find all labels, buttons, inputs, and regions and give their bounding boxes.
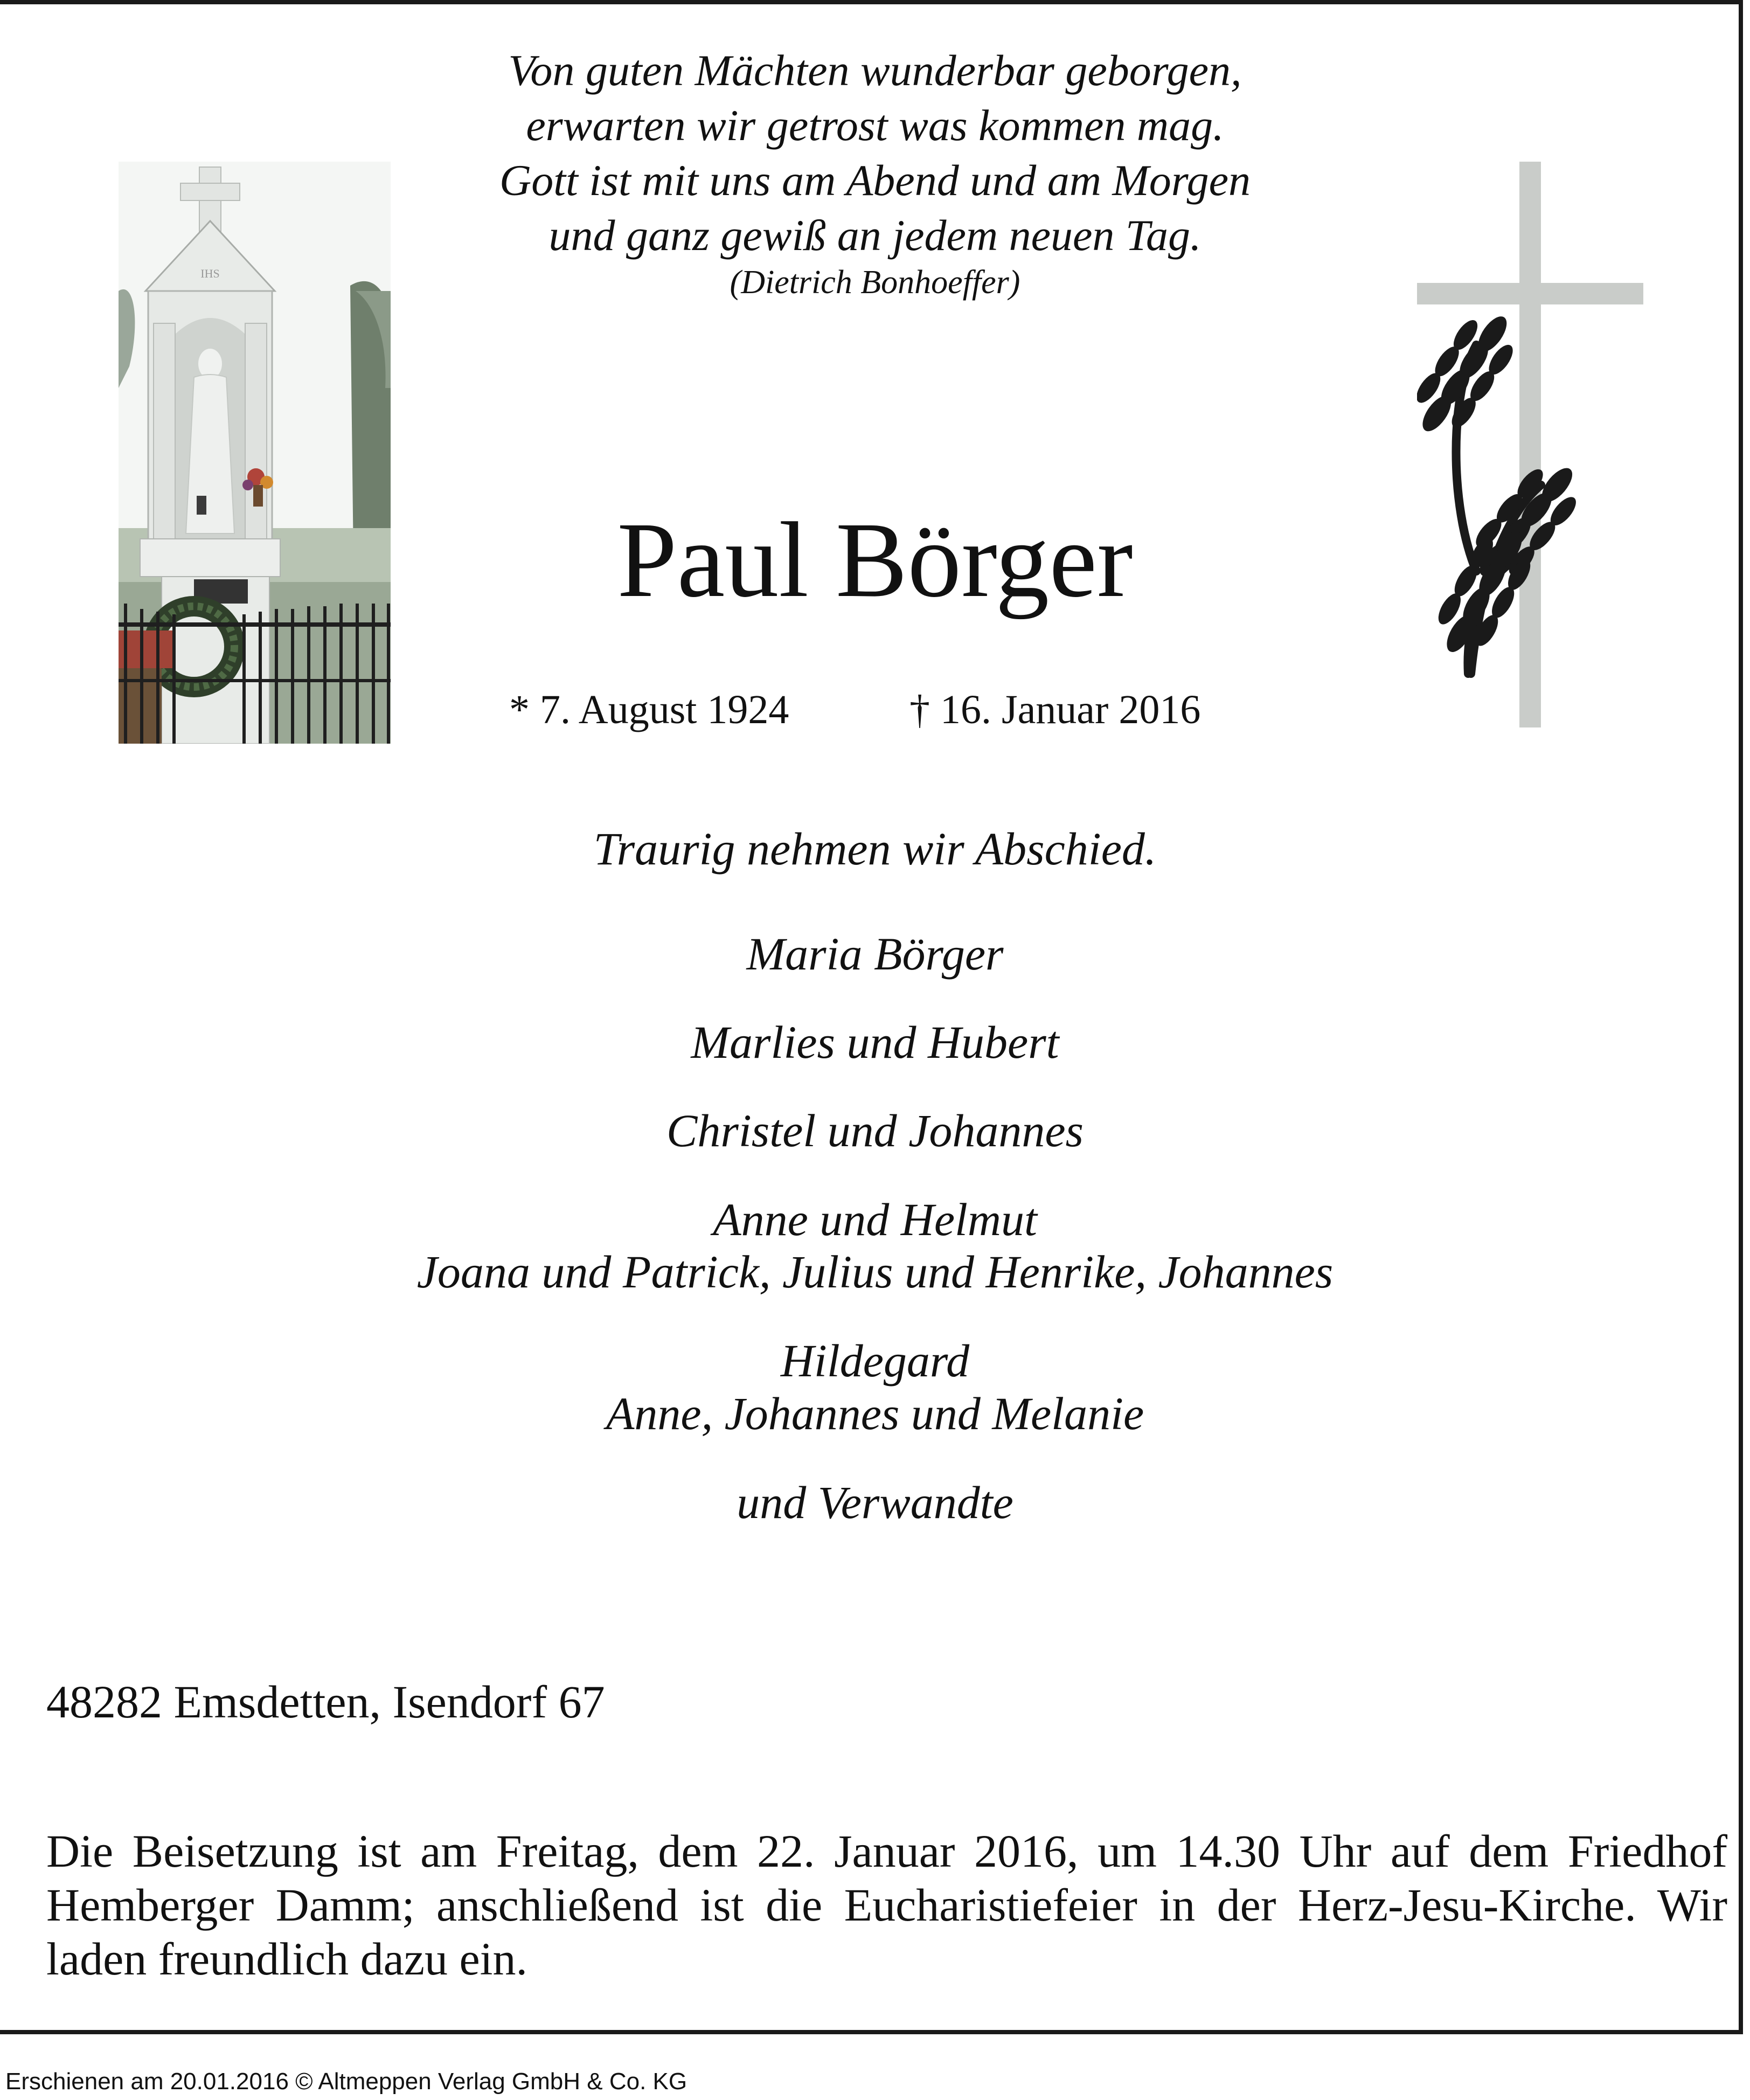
mourner-line: Anne, Johannes und Melanie xyxy=(606,1388,1144,1439)
poem-line-4: und ganz gewiß an jedem neuen Tag. xyxy=(548,211,1202,260)
poem-author: (Dietrich Bonhoeffer) xyxy=(730,264,1020,301)
farewell-text: Traurig nehmen wir Abschied. xyxy=(593,823,1157,875)
publication-footer: Erschienen am 20.01.2016 © Altmeppen Verlag GmbH & Co. KG xyxy=(5,2068,688,2095)
mourner-line: Joana und Patrick, Julius und Henrike, Johannes xyxy=(416,1246,1334,1298)
shrine-photo xyxy=(119,162,391,744)
birth-date: * 7. August 1924 xyxy=(509,687,789,732)
mourner-line: Hildegard xyxy=(780,1335,970,1387)
funeral-notice-line: Hemberger Damm; anschließend ist die Eucharistiefeier in der Herz-Jesu-Kirche. Wir xyxy=(46,1879,1727,1931)
address: 48282 Emsdetten, Isendorf 67 xyxy=(46,1676,605,1728)
death-date: † 16. Januar 2016 xyxy=(909,687,1201,732)
poem-line-3: Gott ist mit uns am Abend und am Morgen xyxy=(499,156,1251,205)
deceased-name: Paul Börger xyxy=(617,501,1133,620)
mourner-line: Maria Börger xyxy=(746,928,1004,980)
shrine-plaque-text: IHS xyxy=(200,267,220,280)
mourner-line: und Verwandte xyxy=(737,1477,1013,1528)
poem-line-2: erwarten wir getrost was kommen mag. xyxy=(526,101,1224,150)
funeral-notice xyxy=(46,1824,1727,1986)
mourner-line: Christel und Johannes xyxy=(666,1105,1084,1156)
mourner-line: Marlies und Hubert xyxy=(691,1016,1059,1068)
funeral-notice-line: laden freundlich dazu ein. xyxy=(46,1933,528,1985)
mourner-line: Anne und Helmut xyxy=(713,1194,1037,1245)
cross-with-wheat-icon xyxy=(1417,162,1643,727)
funeral-notice-line: Die Beisetzung ist am Freitag, dem 22. Januar 2016, um 14.30 Uhr auf dem Friedhof xyxy=(46,1825,1727,1877)
poem-line-1: Von guten Mächten wunderbar geborgen, xyxy=(508,46,1242,95)
